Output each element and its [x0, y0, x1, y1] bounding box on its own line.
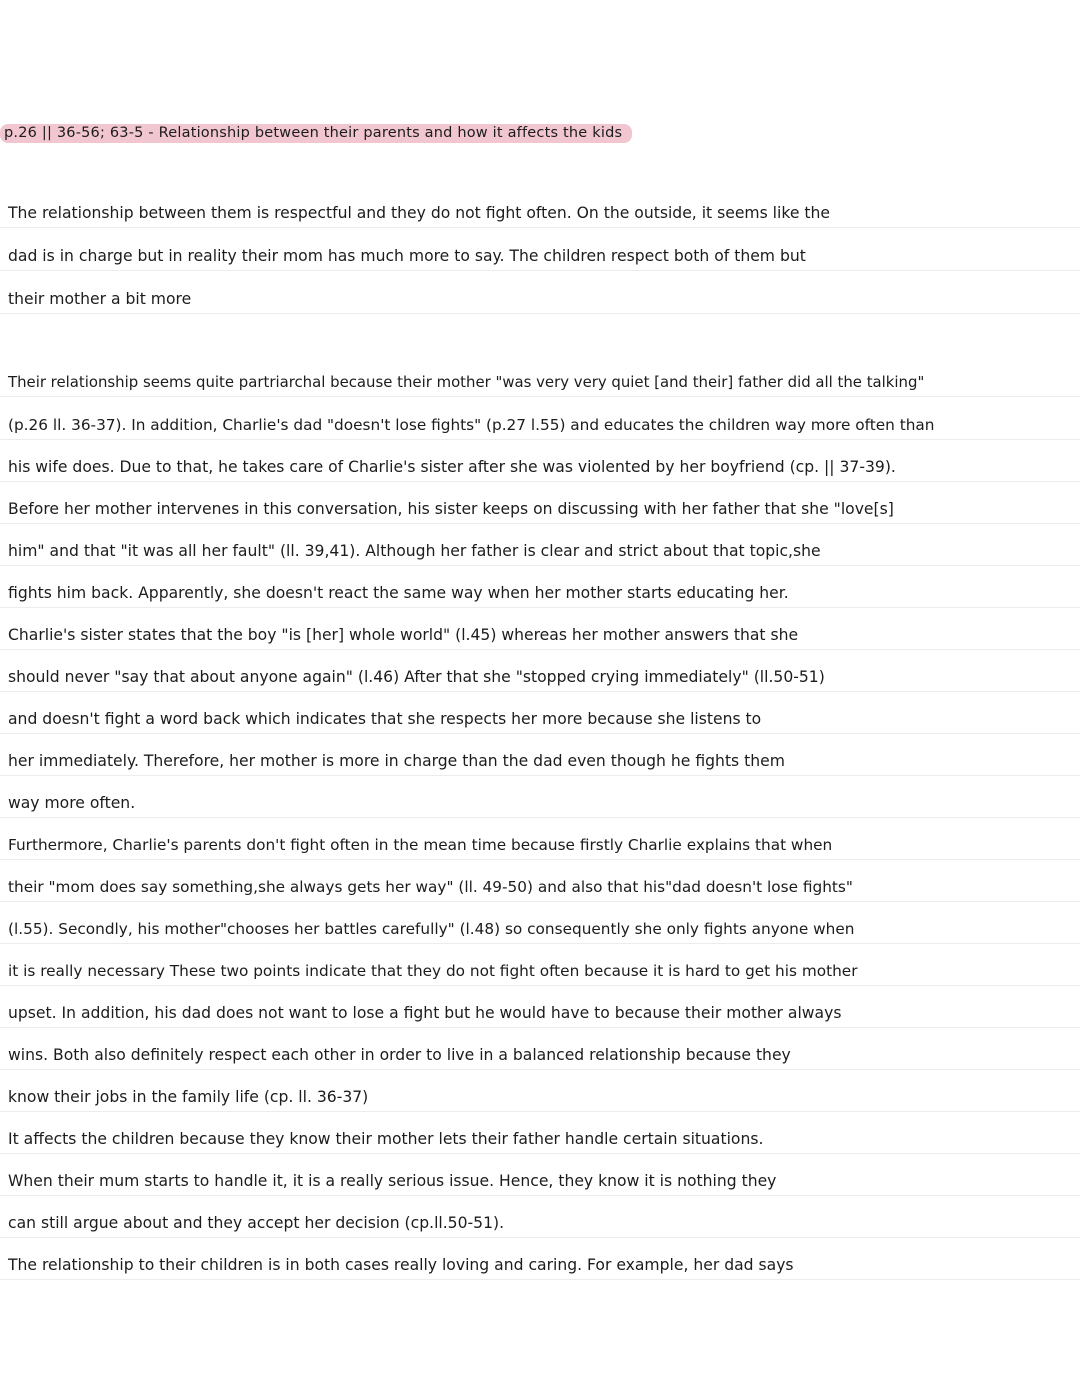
text-line: Their relationship seems quite partriarchal because their mother "was very very quiet [and their] father did all the talking": [0, 367, 1080, 397]
text-line: Charlie's sister states that the boy "is [her] whole world" (l.45) whereas her mother answers that she: [0, 620, 1080, 650]
text-line: Before her mother intervenes in this conversation, his sister keeps on discussing with her father that she "love[s]: [0, 494, 1080, 524]
text-line: (p.26 ll. 36-37). In addition, Charlie's dad "doesn't lose fights" (p.27 l.55) and educates the children way more often than: [0, 410, 1080, 440]
text-line: (l.55). Secondly, his mother"chooses her battles carefully" (l.48) so consequently she only fights anyone when: [0, 914, 1080, 944]
text-line: It affects the children because they know their mother lets their father handle certain situations.: [0, 1124, 1080, 1154]
text-line: fights him back. Apparently, she doesn't react the same way when her mother starts educating her.: [0, 578, 1080, 608]
text-line: her immediately. Therefore, her mother is more in charge than the dad even though he fights them: [0, 746, 1080, 776]
text-line: his wife does. Due to that, he takes care of Charlie's sister after she was violented by her boyfriend (cp. || 37-39).: [0, 452, 1080, 482]
text-line: it is really necessary These two points indicate that they do not fight often because it is hard to get his mother: [0, 956, 1080, 986]
text-line: should never "say that about anyone again" (l.46) After that she "stopped crying immediately" (ll.50-51): [0, 662, 1080, 692]
text-line: The relationship to their children is in both cases really loving and caring. For example, her dad says: [0, 1250, 1080, 1280]
text-line: their "mom does say something,she always gets her way" (ll. 49-50) and also that his"dad doesn't lose fights": [0, 872, 1080, 902]
text-line: Furthermore, Charlie's parents don't fight often in the mean time because firstly Charlie explains that when: [0, 830, 1080, 860]
text-line: wins. Both also definitely respect each other in order to live in a balanced relationship because they: [0, 1040, 1080, 1070]
heading-row: [0, 122, 632, 143]
text-line: The relationship between them is respectful and they do not fight often. On the outside, it seems like the: [0, 198, 1080, 228]
page-heading-highlight: p.26 || 36-56; 63-5 - Relationship between their parents and how it affects the kids: [0, 124, 632, 143]
text-line: know their jobs in the family life (cp. ll. 36-37): [0, 1082, 1080, 1112]
text-line: and doesn't fight a word back which indicates that she respects her more because she listens to: [0, 704, 1080, 734]
text-line: upset. In addition, his dad does not want to lose a fight but he would have to because their mother always: [0, 998, 1080, 1028]
text-line: him" and that "it was all her fault" (ll. 39,41). Although her father is clear and strict about that topic,she: [0, 536, 1080, 566]
text-line: their mother a bit more: [0, 284, 1080, 314]
text-line: way more often.: [0, 788, 1080, 818]
text-line: dad is in charge but in reality their mom has much more to say. The children respect both of them but: [0, 241, 1080, 271]
text-line: can still argue about and they accept her decision (cp.ll.50-51).: [0, 1208, 1080, 1238]
text-line: When their mum starts to handle it, it is a really serious issue. Hence, they know it is nothing they: [0, 1166, 1080, 1196]
